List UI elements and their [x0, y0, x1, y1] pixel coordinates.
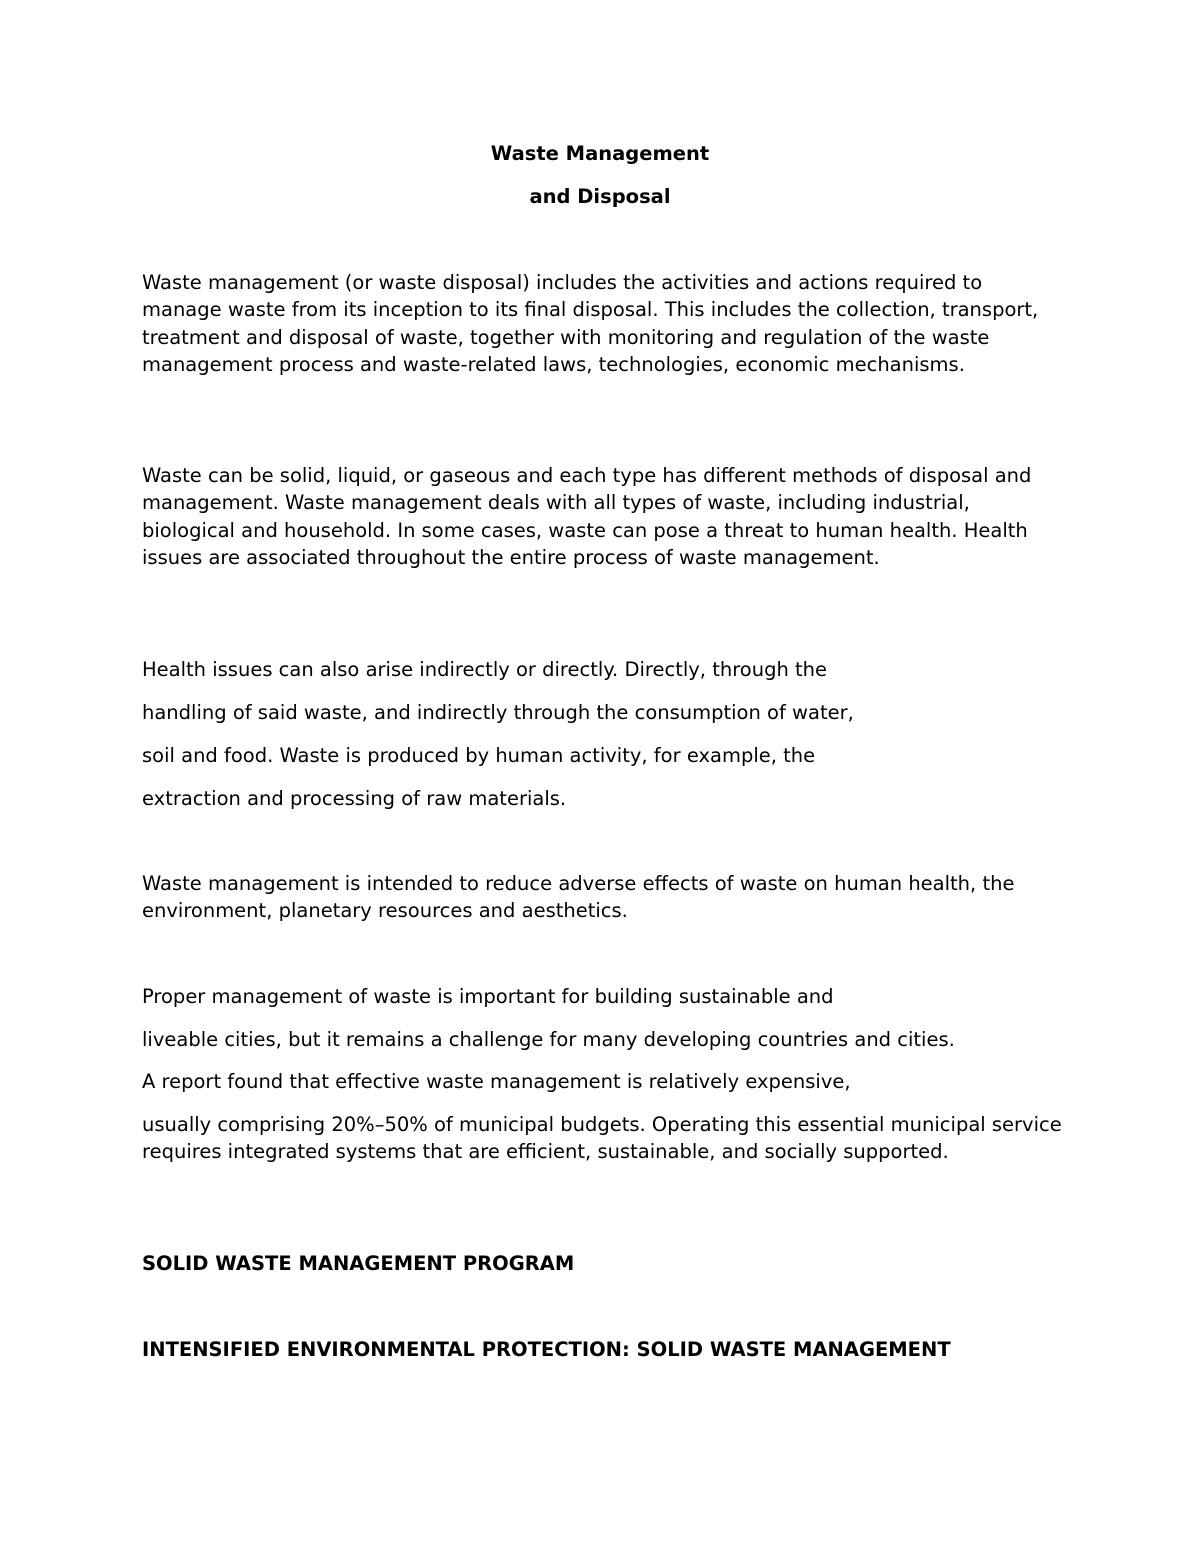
paragraph-waste-management-definition: Waste management (or waste disposal) includes the activities and actions required to manage waste from its inception to its final disposal. This includes the collection, transport, treatment and disposal of waste, together with monitoring and regulation of the waste management process and waste-related laws, technologies, economic mechanisms.: [142, 271, 1039, 376]
paragraph-proper-management-line-1: Proper management of waste is important for building sustainable and: [142, 985, 834, 1008]
heading-intensified-environmental-protection: INTENSIFIED ENVIRONMENTAL PROTECTION: SOLID WASTE MANAGEMENT: [142, 1338, 951, 1361]
paragraph-proper-management-tail: usually comprising 20%–50% of municipal budgets. Operating this essential municipal service requires integrated systems that are efficient, sustainable, and socially supported.: [142, 1113, 1062, 1164]
document-title-line-1: Waste Management: [490, 142, 710, 165]
paragraph-health-issues-line-4: extraction and processing of raw materials.: [142, 787, 567, 810]
paragraph-proper-management-line-2: liveable cities, but it remains a challenge for many developing countries and cities.: [142, 1028, 955, 1051]
paragraph-health-issues-line-3: soil and food. Waste is produced by human activity, for example, the: [142, 744, 816, 767]
paragraph-health-issues-line-1: Health issues can also arise indirectly or directly. Directly, through the: [142, 658, 828, 681]
paragraph-waste-types: Waste can be solid, liquid, or gaseous and each type has different methods of disposal and management. Waste management deals with all types of waste, including industrial, biological and household. In some cases, waste can pose a threat to human health. Health issues are associated throughout the entire process of waste management.: [142, 464, 1032, 569]
paragraph-health-issues-line-2: handling of said waste, and indirectly through the consumption of water,: [142, 701, 854, 724]
heading-solid-waste-program: SOLID WASTE MANAGEMENT PROGRAM: [142, 1252, 575, 1275]
document-title-line-2: and Disposal: [529, 185, 671, 208]
paragraph-waste-management-purpose: Waste management is intended to reduce adverse effects of waste on human health, the environment, planetary resources and aesthetics.: [142, 872, 1015, 923]
paragraph-proper-management-line-3: A report found that effective waste management is relatively expensive,: [142, 1070, 851, 1093]
